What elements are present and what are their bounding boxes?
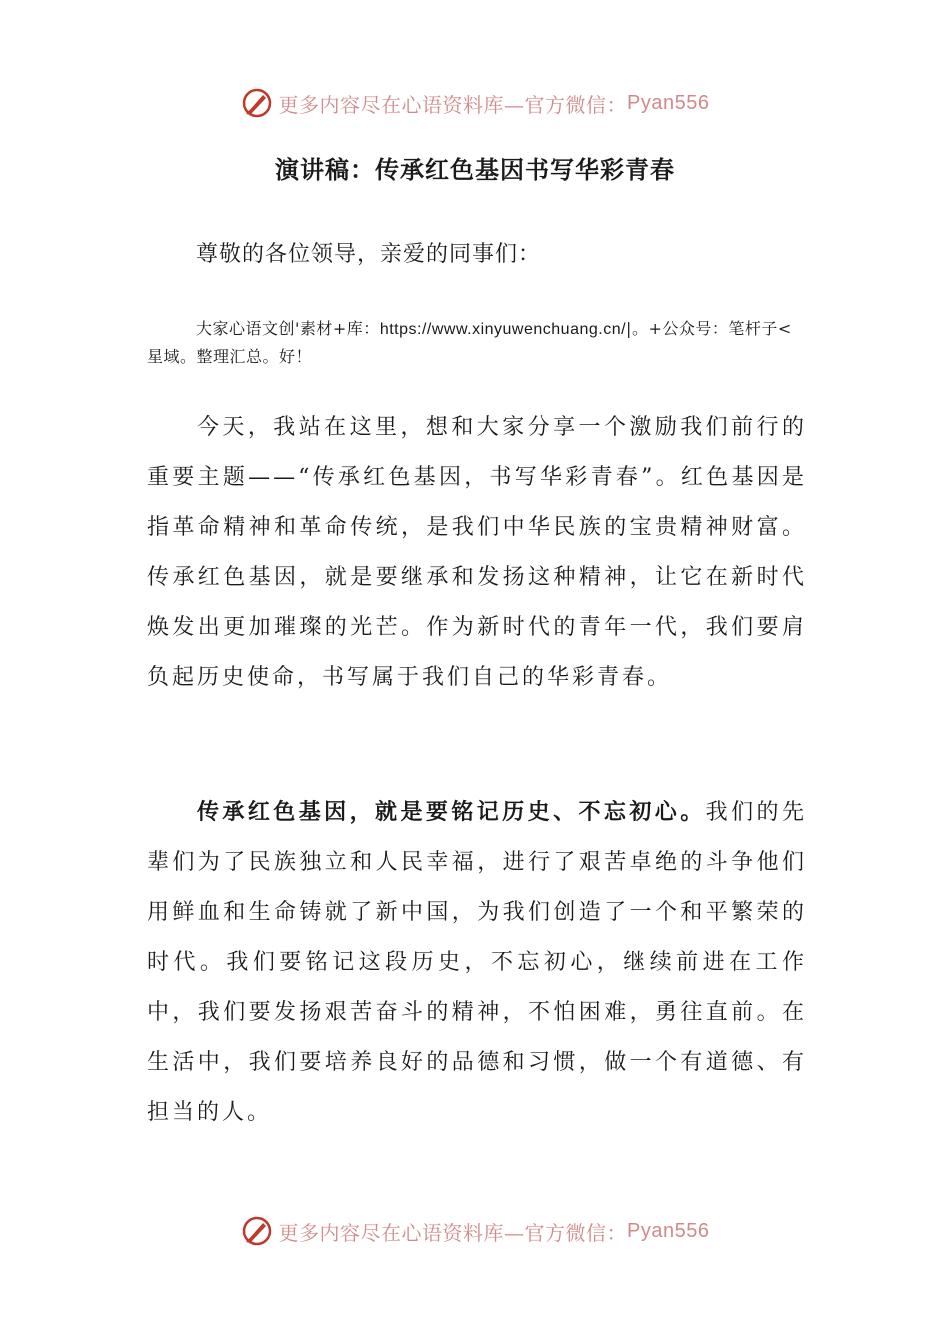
footer-watermark-banner [0,1211,950,1251]
paragraph-2-text: 我们的先辈们为了民族独立和人民幸福，进行了艰苦卓绝的斗争他们用鲜血和生命铸就了新中国，为我们创造了一个和平繁荣的时代。我们要铭记这段历史，不忘初心，继续前进在工作中，我们要发扬艰苦奋斗的精神，不怕困难，勇往直前。在生活中，我们要培养良好的品德和习惯，做一个有道德、有担当的人。 [147,800,807,1125]
source-note [147,315,807,370]
source-note-prefix: 大家心语文创'素材+库： [196,319,380,338]
quill-logo-icon [241,1215,273,1247]
banner-wechat-id: Pyan556 [627,91,710,114]
paragraph-2 [147,787,807,1138]
paragraph-2-lead: 传承红色基因，就是要铭记历史、不忘初心。 [197,799,706,825]
quill-logo-icon [241,87,273,119]
greeting-line: 尊敬的各位领导，亲爱的同事们： [196,242,542,267]
source-note-suffix: |。+公众号：笔杆子<星域。整理汇总。好！ [147,319,792,366]
banner-text: 更多内容尽在心语资料库—官方微信： [278,92,628,117]
paragraph-1-text: 今天，我站在这里，想和大家分享一个激励我们前行的重要主题——“传承红色基因，书写华彩青春”。红色基因是指革命精神和革命传统，是我们中华民族的宝贵精神财富。传承红色基因，就是要继承和发扬这种精神，让它在新时代焕发出更加璀璨的光芒。作为新时代的青年一代，我们要肩负起历史使命，书写属于我们自己的华彩青春。 [147,415,807,690]
banner-wechat-id: Pyan556 [627,1219,710,1242]
document-title: 演讲稿：传承红色基因书写华彩青春 [275,155,675,184]
banner-text: 更多内容尽在心语资料库—官方微信： [278,1220,628,1245]
header-watermark-banner [0,83,950,123]
source-note-url: https://www.xinyuwenchuang.cn/ [379,321,627,338]
paragraph-1 [147,403,807,703]
